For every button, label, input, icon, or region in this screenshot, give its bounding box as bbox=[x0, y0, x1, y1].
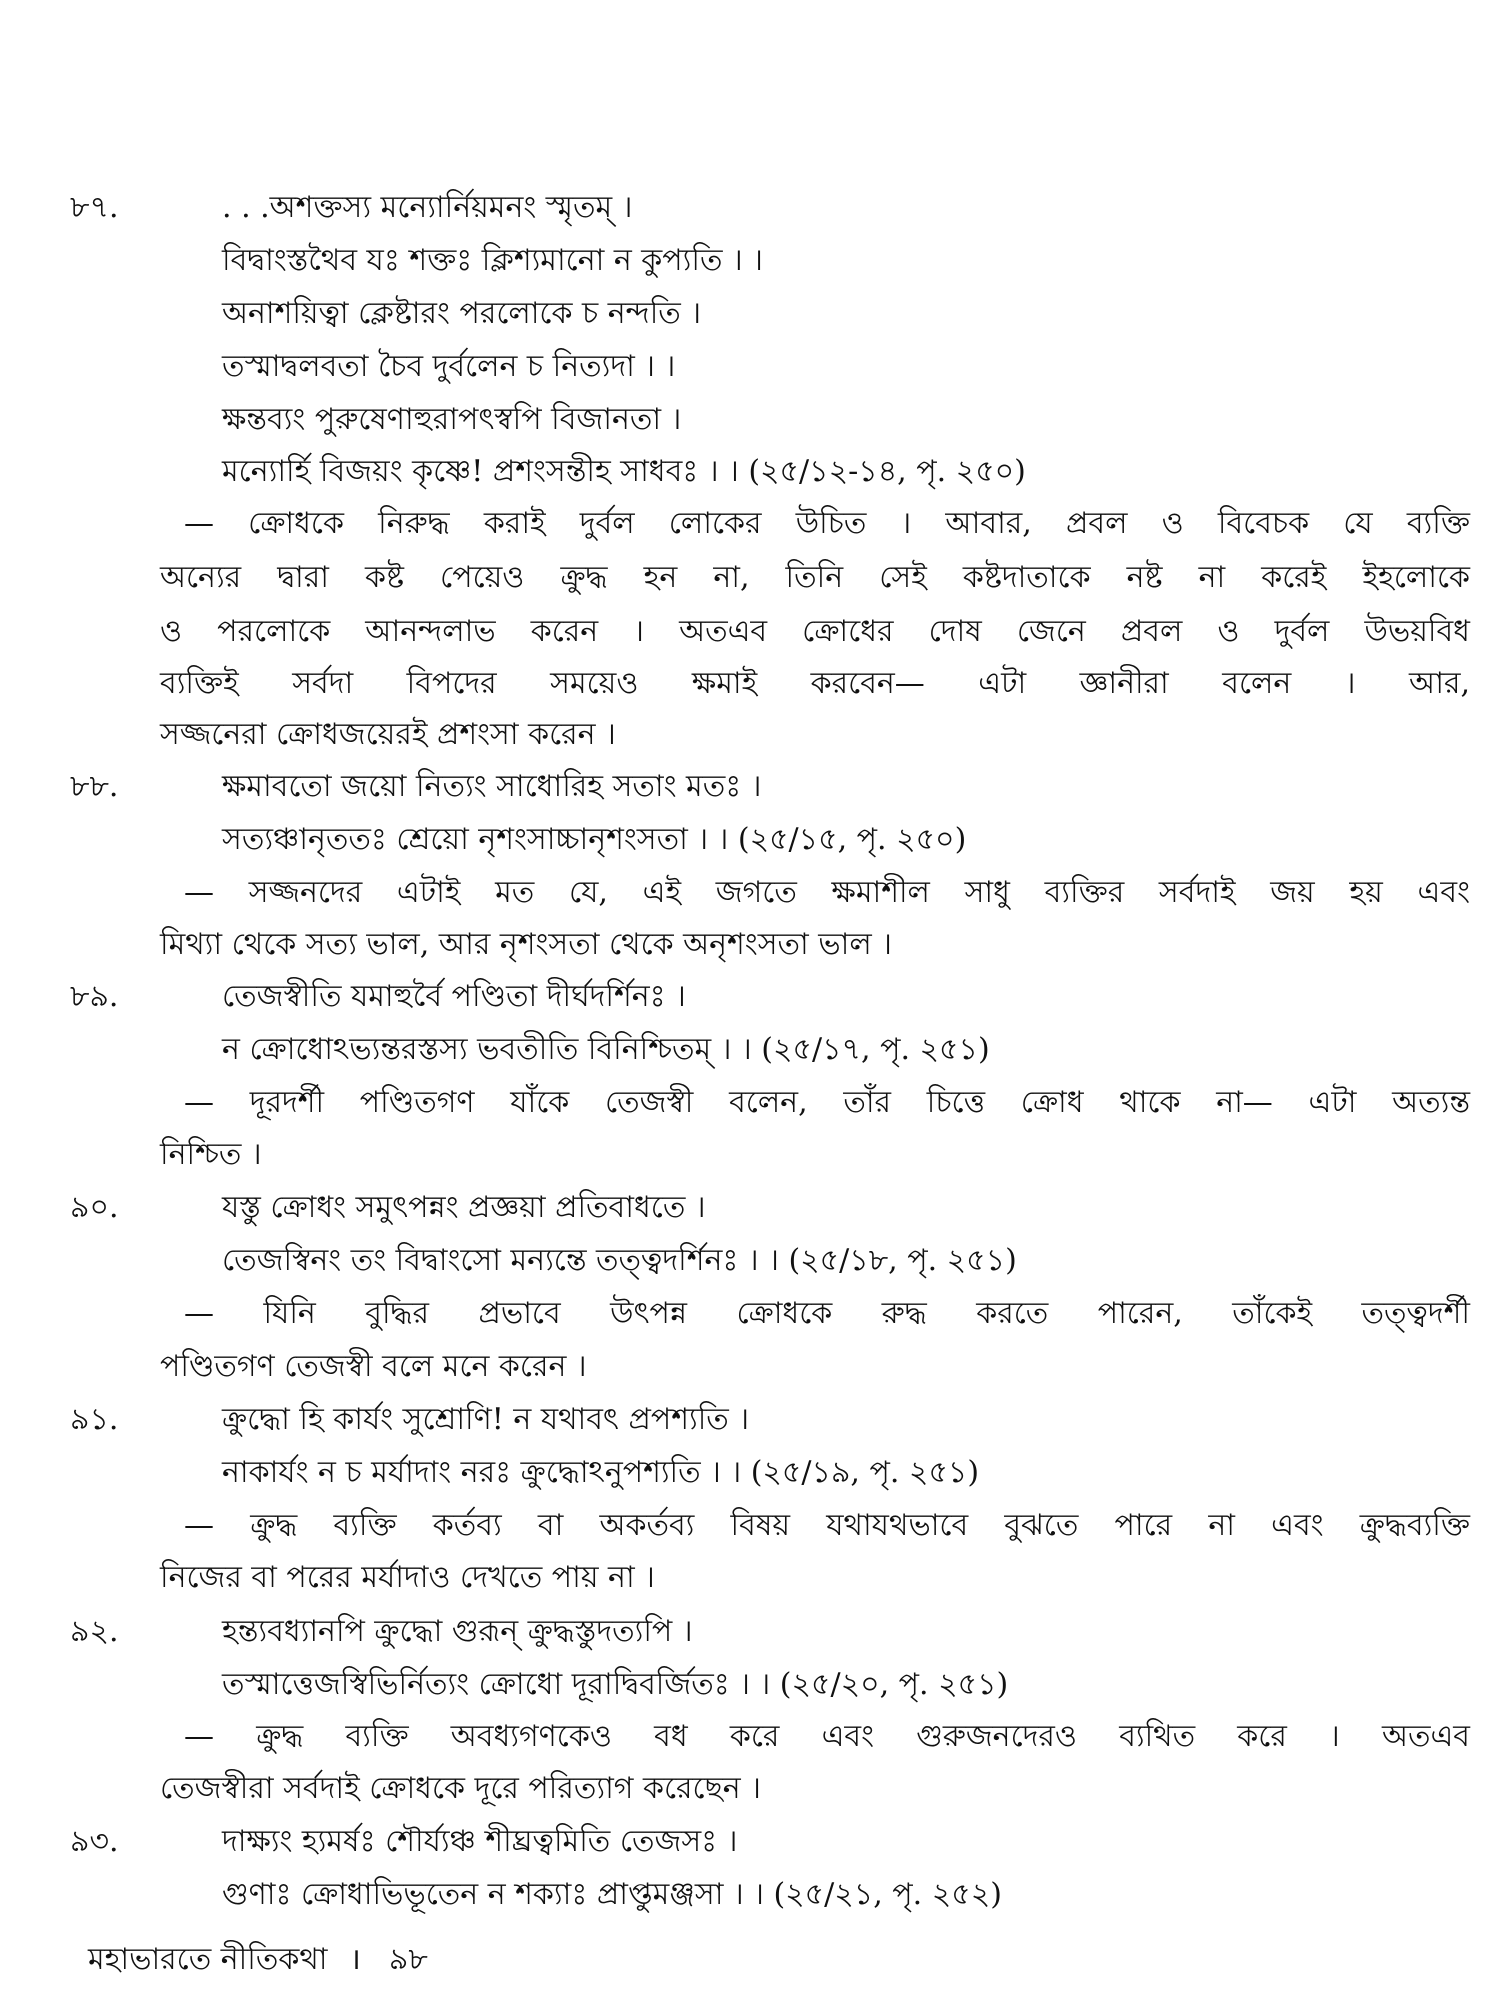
verse-line: হন্ত্যবধ্যানপি ক্রুদ্ধো গুরূন্ ক্রুদ্ধস্তুদত্যপি । bbox=[222, 1614, 693, 1649]
verse-line: যস্তু ক্রোধং সমুৎপন্নং প্রজ্ঞয়া প্রতিবাধতে । bbox=[222, 1190, 706, 1225]
entry-number: ৯২. bbox=[70, 1614, 119, 1649]
book-title: মহাভারতে নীতিকথা bbox=[88, 1942, 328, 1977]
verse-line: ক্ষমাবতো জয়ো নিত্যং সাধোরিহ সতাং মতঃ । bbox=[222, 769, 762, 804]
entry-number: ৯১. bbox=[70, 1402, 119, 1437]
footer-separator: । bbox=[349, 1942, 361, 1977]
verse-line: তস্মাত্তেজস্বিভির্নিত্যং ক্রোধো দূরাদ্বিবর্জিতঃ । । (২৫/২০, পৃ. ২৫১) bbox=[222, 1667, 1009, 1702]
translation-line: — ক্রোধকে নিরুদ্ধ করাই দুর্বল লোকের উচিত । আবার, প্রবল ও বিবেচক যে ব্যক্তি bbox=[184, 506, 1470, 541]
translation-line: — যিনি বুদ্ধির প্রভাবে উৎপন্ন ক্রোধকে রুদ্ধ করতে পারেন, তাঁকেই তত্ত্বদর্শী bbox=[184, 1296, 1470, 1331]
translation-line: পণ্ডিতগণ তেজস্বী বলে মনে করেন । bbox=[160, 1349, 587, 1384]
entry-number: ৮৮. bbox=[70, 769, 119, 804]
translation-line: মিথ্যা থেকে সত্য ভাল, আর নৃশংসতা থেকে অনৃশংসতা ভাল । bbox=[160, 927, 892, 962]
entry-number: ৮৯. bbox=[70, 979, 119, 1014]
translation-line: — ক্রুদ্ধ ব্যক্তি কর্তব্য বা অকর্তব্য বিষয় যথাযথভাবে বুঝতে পারে না এবং ক্রুদ্ধব্যক্তি bbox=[184, 1508, 1470, 1543]
translation-line: তেজস্বীরা সর্বদাই ক্রোধকে দূরে পরিত্যাগ করেছেন । bbox=[160, 1771, 761, 1806]
verse-line: ন ক্রোধোঽভ্যন্তরস্তস্য ভবতীতি বিনিশ্চিতম্ । । (২৫/১৭, পৃ. ২৫১) bbox=[222, 1032, 990, 1067]
translation-line: ব্যক্তিই সর্বদা বিপদের সময়েও ক্ষমাই করবেন— এটা জ্ঞানীরা বলেন । আর, bbox=[160, 666, 1470, 701]
verse-line: অনাশয়িত্বা ক্লেষ্টারং পরলোকে চ নন্দতি । bbox=[222, 296, 702, 331]
verse-line: ক্ষন্তব্যং পুরুষেণাহুরাপৎস্বপি বিজানতা । bbox=[222, 402, 682, 437]
verse-line: তেজস্বিনং তং বিদ্বাংসো মন্যন্তে তত্ত্বদর্শিনঃ । । (২৫/১৮, পৃ. ২৫১) bbox=[222, 1243, 1017, 1278]
translation-line: অন্যের দ্বারা কষ্ট পেয়েও ক্রুদ্ধ হন না, তিনি সেই কষ্টদাতাকে নষ্ট না করেই ইহলোকে bbox=[160, 560, 1470, 595]
page-footer bbox=[88, 1940, 428, 1980]
verse-line: মন্যোর্হি বিজয়ং কৃষ্ণে! প্রশংসন্তীহ সাধবঃ । । (২৫/১২-১৪, পৃ. ২৫০) bbox=[222, 454, 1026, 489]
verse-line: সত্যঞ্চানৃততঃ শ্রেয়ো নৃশংসাচ্চানৃশংসতা । । (২৫/১৫, পৃ. ২৫০) bbox=[222, 822, 967, 857]
verse-line: বিদ্বাংস্তথৈব যঃ শক্তঃ ক্লিশ্যমানো ন কুপ্যতি । । bbox=[222, 243, 763, 278]
entry-number: ৯০. bbox=[70, 1190, 119, 1225]
verse-line: নাকার্যং ন চ মর্যাদাং নরঃ ক্রুদ্ধোঽনুপশ্যতি । । (২৫/১৯, পৃ. ২৫১) bbox=[222, 1455, 980, 1490]
entry-number: ৯৩. bbox=[70, 1824, 119, 1859]
translation-line: — ক্রুদ্ধ ব্যক্তি অবধ্যগণকেও বধ করে এবং গুরুজনদেরও ব্যথিত করে । অতএব bbox=[184, 1719, 1470, 1754]
verse-line: তেজস্বীতি যমাহুর্বৈ পণ্ডিতা দীর্ঘদর্শিনঃ । bbox=[222, 979, 686, 1014]
verse-line: . . .অশক্তস্য মন্যোর্নিয়মনং স্মৃতম্ । bbox=[222, 190, 633, 225]
page-number: ৯৮ bbox=[388, 1942, 428, 1977]
translation-line: সজ্জনেরা ক্রোধজয়েরই প্রশংসা করেন । bbox=[160, 717, 616, 752]
translation-line: নিশ্চিত । bbox=[160, 1137, 262, 1172]
translation-line: — দূরদর্শী পণ্ডিতগণ যাঁকে তেজস্বী বলেন, তাঁর চিত্তে ক্রোধ থাকে না— এটা অত্যন্ত bbox=[184, 1085, 1470, 1120]
verse-line: তস্মাদ্বলবতা চৈব দুর্বলেন চ নিত্যদা । । bbox=[222, 349, 676, 384]
verse-line: ক্রুদ্ধো হি কার্যং সুশ্রোণি! ন যথাবৎ প্রপশ্যতি । bbox=[222, 1402, 750, 1437]
translation-line: — সজ্জনদের এটাই মত যে, এই জগতে ক্ষমাশীল সাধু ব্যক্তির সর্বদাই জয় হয় এবং bbox=[184, 875, 1470, 910]
entry-number: ৮৭. bbox=[70, 190, 119, 225]
verse-line: দাক্ষ্যং হ্যমর্ষঃ শৌর্য্যঞ্চ শীঘ্রত্বমিতি তেজসঃ । bbox=[222, 1824, 738, 1859]
verse-line: গুণাঃ ক্রোধাভিভূতেন ন শক্যাঃ প্রাপ্তুমঞ্জসা । । (২৫/২১, পৃ. ২৫২) bbox=[222, 1877, 1002, 1912]
translation-line: নিজের বা পরের মর্যাদাও দেখতে পায় না । bbox=[160, 1560, 655, 1595]
translation-line: ও পরলোকে আনন্দলাভ করেন । অতএব ক্রোধের দোষ জেনে প্রবল ও দুর্বল উভয়বিধ bbox=[160, 614, 1470, 649]
